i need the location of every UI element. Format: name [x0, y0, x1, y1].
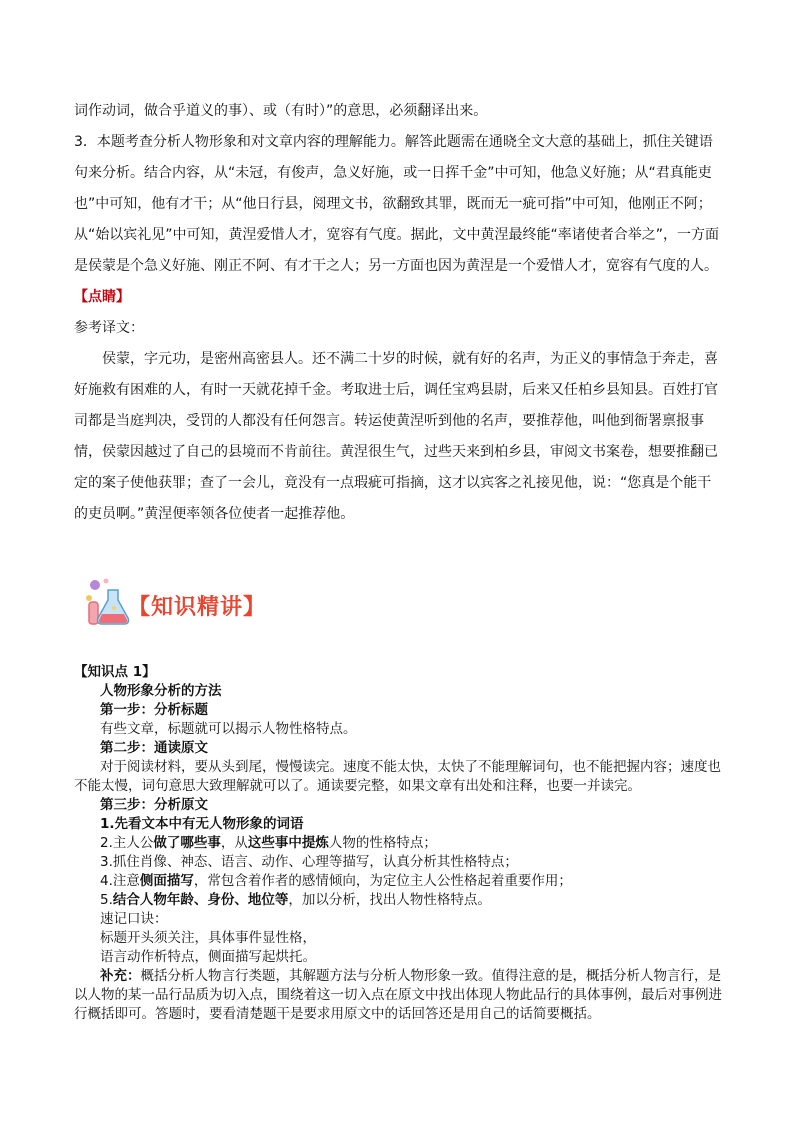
item4-part-a: 4.注意: [100, 873, 140, 889]
dianjing-heading: 【点睛】: [74, 289, 130, 305]
item5-part-a: 5.: [100, 892, 113, 908]
knowledge-section: [74, 663, 724, 1024]
supplement-label: 补充：: [100, 968, 141, 984]
step2-paragraph: [74, 758, 724, 796]
step3-item-1: 1.先看文本中有无人物形象的词语: [100, 816, 304, 832]
item2-part-b: 做了哪些事: [153, 835, 221, 851]
item2-part-e: 人物的性格特点；: [328, 835, 437, 851]
mnemonic-label: 速记口诀：: [100, 911, 168, 927]
supplement-paragraph: [74, 967, 724, 1024]
item5-part-c: ，加以分析，找出人物性格特点。: [288, 892, 491, 908]
mnemonic-line-2: 语言动作析特点，侧面描写起烘托。: [100, 949, 316, 965]
step3-item-4: [74, 872, 724, 891]
knowledge-point-heading: 【知识点 1】: [74, 664, 156, 680]
reference-translation-label: 参考译文：: [74, 320, 144, 336]
translation-paragraph: [74, 344, 724, 530]
translation-text: 侯蒙，字元功，是密州高密县人。还不满二十岁的时候，就有好的名声，为正义的事情急于奔走，喜好施救有困难的人，有时一天就花掉千金。考取进士后，调任宝鸡县尉，后来又任柏乡县知县。百姓打官司都是当庭判决，受罚的人都没有任何怨言。转运使黄涅听到他的名声，要推荐他，叫他到衙署禀报事情，侯蒙因越过了自己的县境而不肯前往。黄涅很生气，过些天来到柏乡县，审阅文书案卷，想要推翻已定的案子使他获罪；查了一会儿，竟没有一点瑕疵可指摘，这才以宾客之礼接见他，说：“您真是个能干的吏员啊。”黄涅便率领各位使者一起推荐他。: [74, 351, 718, 522]
item5-part-b: 结合人物年龄、身份、地位等: [112, 892, 289, 908]
step3-title: 第三步：分析原文: [100, 797, 208, 813]
step2-text: 对于阅读材料，要从头到尾，慢慢读完。速度不能太快，太快了不能理解词句，也不能把握内容；速度也不能太慢，词句意思大致理解就可以了。通读要完整，如果文章有出处和注释，也要一并读完。: [74, 759, 721, 794]
item2-part-a: 2.主人公: [100, 835, 154, 851]
item2-part-d: 这些事中提炼: [247, 835, 329, 851]
mnemonic-line-1: 标题开头须关注，具体事件显性格，: [100, 930, 316, 946]
line-continuation: 词作动词，做合乎道义的事）、或（有时）”的意思，必须翻译出来。: [74, 103, 488, 119]
step1-title: 第一步：分析标题: [100, 702, 208, 718]
step3-item-2: [74, 834, 724, 853]
step3-item-5: [74, 891, 724, 910]
section-banner: [84, 576, 304, 636]
item2-part-c: ，从: [220, 835, 248, 851]
step2-title: 第二步：通读原文: [100, 740, 208, 756]
banner-title: 【知识精讲】: [128, 595, 267, 620]
answer-paragraph-3: 3．本题考查分析人物形象和对文章内容的理解能力。解答此题需在通晓全文大意的基础上，抓住关键语句来分析。结合内容，从“未冠，有俊声，急义好施，或一日挥千金”中可知，他急义好施；从“君真能吏也”中可知，他有才干；从“他日行县，阅理文书，欲翻致其罪，既而无一疵可指”中可知，他刚正不阿；从“始以宾礼见”中可知，黄涅爱惜人才，宽容有气度。据此，文中黄涅最终能“率诸使者合举之”，一方面是侯蒙是个急义好施、刚正不阿、有才干之人；另一方面也因为黄涅是一个爱惜人才，宽容有气度的人。: [74, 134, 720, 274]
item4-part-c: ，常包含着作者的感情倾向，为定位主人公性格起着重要作用；: [193, 873, 572, 889]
item4-part-b: 侧面描写: [139, 873, 194, 889]
step3-item-3: 3.抓住肖像、神态、语言、动作、心理等描写，认真分析其性格特点；: [100, 854, 518, 870]
step1-text: 有些文章，标题就可以揭示人物性格特点。: [100, 721, 357, 737]
method-title: 人物形象分析的方法: [100, 683, 222, 699]
supplement-text: 概括分析人物言行类题，其解题方法与分析人物形象一致。值得注意的是，概括分析人物言行，是以人物的某一品行品质为切入点，围绕着这一切入点在原文中找出体现人物此品行的具体事例，最后对事例进行概括即可。答题时，要看清楚题干是要求用原文中的话回答还是用自己的话简要概括。: [74, 968, 722, 1022]
lab-flask-icon: [84, 576, 132, 628]
